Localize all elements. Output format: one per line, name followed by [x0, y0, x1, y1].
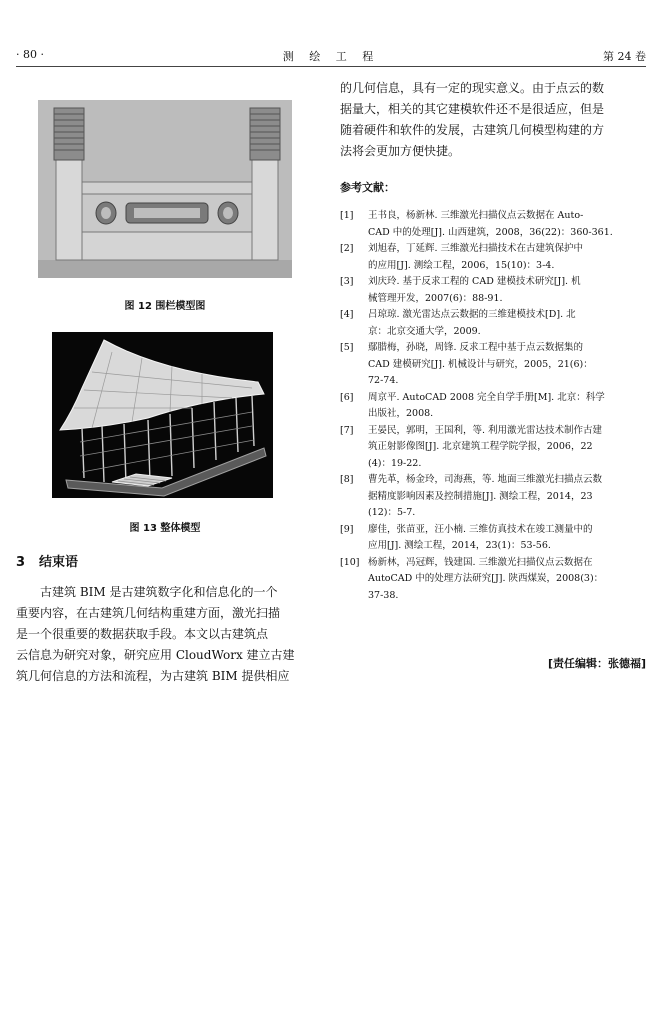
text-line: 随着硬件和软件的发展，古建筑几何模型构建的方 — [340, 123, 605, 137]
reference-number: [2] — [340, 243, 354, 254]
reference-line: 廖佳，张苗亚，汪小楠. 三维仿真技术在竣工测量中的 — [368, 523, 593, 535]
reference-line: 械管理开发，2007(6)：88-91. — [368, 292, 503, 304]
reference-item — [340, 423, 646, 473]
reference-item — [340, 274, 646, 307]
reference-line: CAD 建模研究[J]. 机械设计与研究，2005，21(6)： — [368, 358, 593, 370]
reference-line: 筑正射影像图[J]. 北京建筑工程学院学报，2006，22 — [368, 441, 593, 452]
reference-number: [10] — [340, 556, 360, 568]
reference-line: 王书良，杨新林. 三维激光扫描仪点云数据在 Auto- — [368, 210, 584, 221]
reference-number: [8] — [340, 474, 354, 485]
volume-label: 第 24 卷 — [603, 50, 646, 63]
reference-item — [340, 307, 646, 340]
railing-model-image — [38, 100, 292, 278]
reference-line: 刘庆玲. 基于反求工程的 CAD 建模技术研究[J]. 机 — [368, 276, 581, 287]
text-line: 据量大，相关的其它建模软件还不是很适应，但是 — [340, 102, 605, 116]
reference-number: [5] — [340, 342, 354, 353]
reference-item — [340, 522, 646, 555]
reference-item — [340, 241, 646, 274]
figure-13-whole-model — [52, 332, 273, 498]
conclusion-paragraph-left — [16, 582, 316, 687]
reference-line: 刘旭春，丁延辉. 三维激光扫描技术在古建筑保护中 — [368, 243, 584, 254]
reference-item — [340, 472, 646, 522]
reference-line: 应用[J]. 测绘工程，2014，23(1)：53-56. — [368, 540, 551, 551]
journal-title: 测 绘 工 程 — [282, 50, 380, 63]
reference-line: 吕琼琼. 激光雷达点云数据的三维建模技术[D]. 北 — [368, 309, 576, 320]
conclusion-paragraph-right — [340, 78, 646, 162]
reference-line: 据精度影响因素及控制措施[J]. 测绘工程，2014，23 — [368, 490, 593, 502]
reference-number: [7] — [340, 424, 354, 436]
reference-line: (12)：5-7. — [368, 507, 416, 518]
reference-line: 的应用[J]. 测绘工程，2006，15(10)：3-4. — [368, 259, 555, 271]
references-list — [340, 208, 646, 604]
reference-line: 京：北京交通大学，2009. — [368, 325, 481, 337]
text-line: 古建筑 BIM 是古建筑数字化和信息化的一个 — [40, 585, 278, 599]
reference-number: [1] — [340, 210, 354, 221]
reference-line: CAD 中的处理[J]. 山西建筑，2008，36(22)：360-361. — [368, 226, 613, 238]
references-title: 参考文献： — [340, 181, 395, 194]
reference-line: AutoCAD 中的处理方法研究[J]. 陕西煤炭，2008(3)： — [368, 573, 604, 584]
reference-item — [340, 390, 646, 423]
figure-12-railing-model — [38, 100, 292, 278]
section-number: 3 — [16, 555, 26, 570]
temple-model-image — [52, 332, 273, 498]
text-line: 法将会更加方便快捷。 — [340, 144, 461, 158]
responsible-editor: [责任编辑：张德福] — [547, 657, 646, 670]
reference-line: 37-38. — [368, 589, 399, 601]
figure-13-caption: 图 13 整体模型 — [129, 523, 201, 534]
text-line: 筑几何信息的方法和流程，为古建筑 BIM 提供相应 — [16, 669, 290, 683]
reference-line: 王晏民，郭明，王国利，等. 利用激光雷达技术制作古建 — [368, 424, 603, 436]
text-line: 的几何信息，具有一定的现实意义。由于点云的数 — [340, 81, 605, 95]
reference-line: 鄢腊梅，孙晓，周锋. 反求工程中基于点云数据集的 — [368, 342, 584, 353]
page-number: · 80 · — [16, 48, 44, 61]
reference-item — [340, 340, 646, 390]
figure-12-caption: 图 12 围栏模型图 — [124, 301, 206, 312]
reference-line: 出版社，2008. — [368, 408, 434, 419]
section-title: 结束语 — [39, 555, 79, 570]
section-heading — [16, 551, 78, 570]
reference-line: (4)：19-22. — [368, 457, 422, 469]
reference-number: [4] — [340, 309, 354, 320]
reference-number: [9] — [340, 523, 354, 535]
header-rule — [16, 66, 646, 67]
reference-line: 杨新林，冯冠辉，钱建国. 三维激光扫描仪点云数据在 — [368, 556, 593, 568]
text-line: 重要内容，在古建筑几何结构重建方面，激光扫描 — [16, 606, 281, 620]
reference-line: 曹先革，杨金玲，司海燕，等. 地面三维激光扫描点云数 — [368, 474, 603, 485]
reference-number: [3] — [340, 276, 354, 287]
reference-line: 周京平. AutoCAD 2008 完全自学手册[M]. 北京：科学 — [368, 391, 605, 403]
reference-line: 72-74. — [368, 375, 399, 386]
page-header — [16, 48, 646, 66]
reference-number: [6] — [340, 391, 354, 403]
text-line: 是一个很重要的数据获取手段。本文以古建筑点 — [16, 627, 269, 641]
reference-item — [340, 555, 646, 605]
reference-item — [340, 208, 646, 241]
text-line: 云信息为研究对象，研究应用 CloudWorx 建立古建 — [16, 648, 295, 662]
